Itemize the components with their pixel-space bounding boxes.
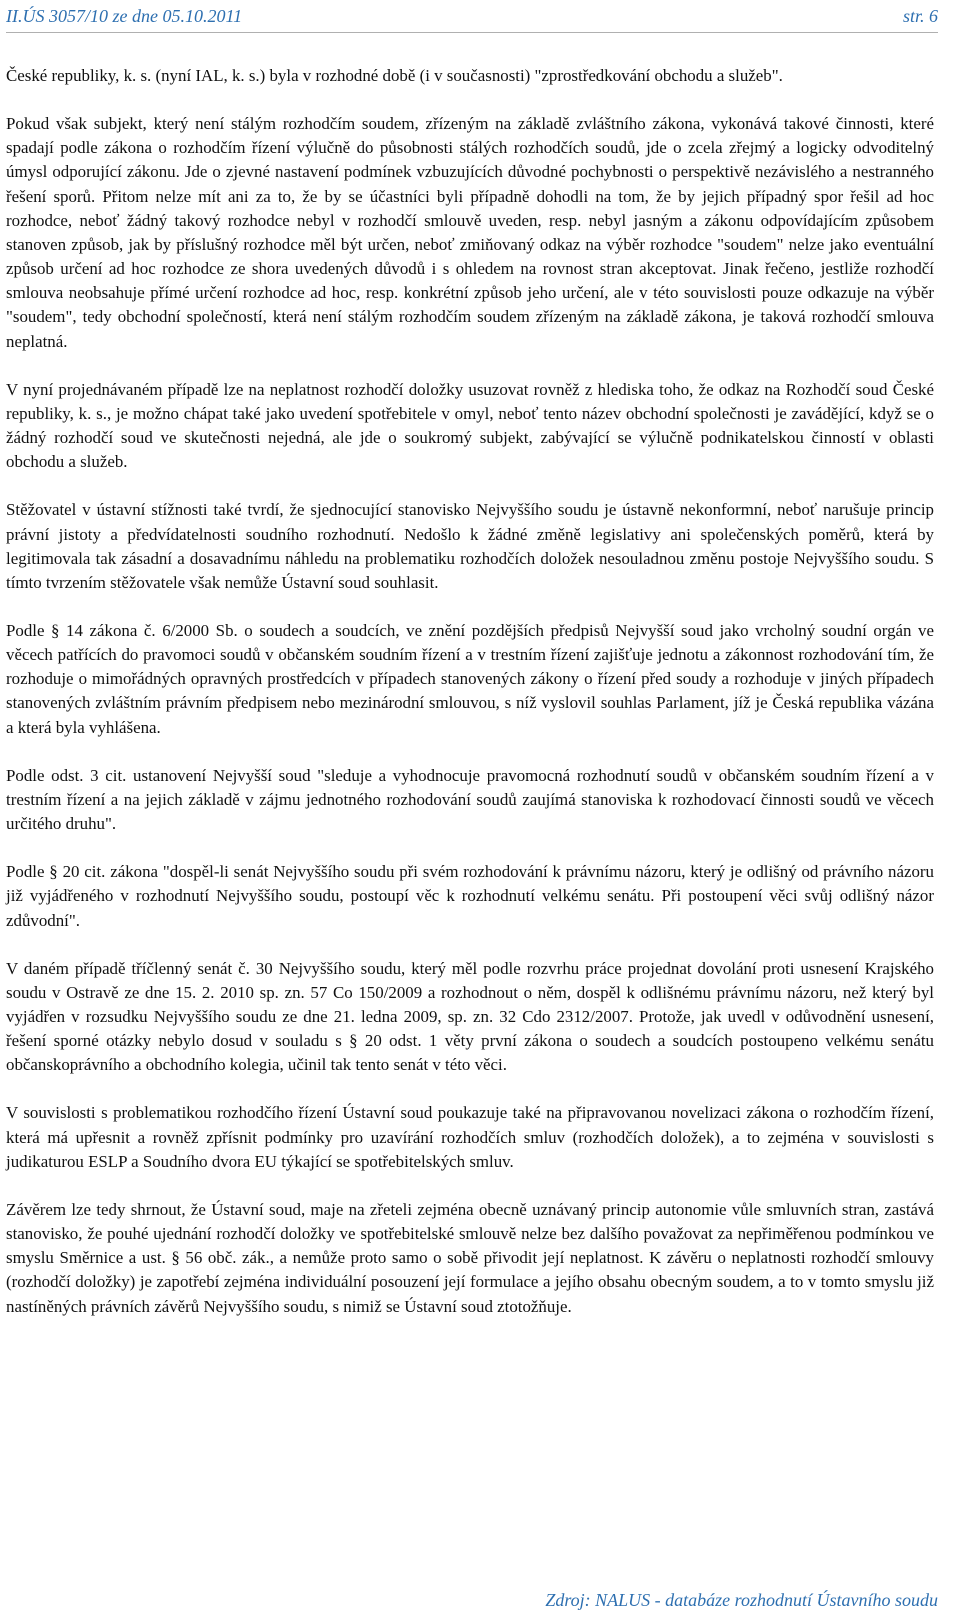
paragraph: Podle § 14 zákona č. 6/2000 Sb. o soudech a soudcích, ve znění pozdějších předpisů Nejvyšší soud jako vrcholný soudní orgán ve věcech patřících do pravomoci soudů v občanském soudním řízení a v trestním řízení zajišťuje jednotu a zákonnost rozhodování tím, že rozhoduje o mimořádných opravných prostředcích v případech stanovených zákony o řízení před soudy a rozhoduje v jiných případech stanovených zvláštním právním předpisem nebo mezinárodní smlouvou, s níž vyslovil souhlas Parlament, jíž je Česká republika vázána a která byla vyhlášena. <box>6 620 934 737</box>
paragraph: Pokud však subjekt, který není stálým rozhodčím soudem, zřízeným na základě zvláštního zákona, vykonává takové činnosti, které spadají podle zákona o rozhodčím řízení výlučně do působnosti stálých rozhodčích soudů, jde o zcela zřejmý a logicky odvoditelný úmysl odporující zákonu. Jde o zjevné nastavení podmínek vzbuzujících důvodné pochybnosti o perspektivě nezávislého a nestranného řešení sporů. Přitom nelze mít ani za to, že by se účastníci byli případně dohodli na tom, že by jejich případný spor řešil ad hoc rozhodce, neboť žádný takový rozhodce nebyl v rozhodčí smlouvě uveden, resp. nebyl jasným a zákonu odpovídajícím způsobem stanoven způsob, jak by příslušný rozhodce měl být určen, neboť zmiňovaný odkaz na výběr rozhodce "soudem" nelze jako eventuální způsob určení ad hoc rozhodce ze shora uvedených důvodů i s ohledem na rovnost stran akceptovat. Jinak řečeno, jestliže rozhodčí smlouva neobsahuje přímé určení rozhodce ad hoc, resp. konkrétní způsob jeho určení, ale v této souvislosti pouze odkazuje na výběr "soudem", tedy obchodní společností, která není stálým rozhodčím soudem zřízeným na základě zákona, je taková rozhodčí smlouva neplatná. <box>6 114 934 351</box>
paragraph: Stěžovatel v ústavní stížnosti také tvrdí, že sjednocující stanovisko Nejvyššího soudu je ústavně nekonformní, neboť narušuje princip právní jistoty a předvídatelnosti soudního rozhodnutí. Nedošlo k žádné změně legislativy ani společenských poměrů, která by legitimovala tak zásadní a dosavadnímu náhledu na problematiku rozhodčích doložek nesouladnou změnu postoje Nejvyššího soudu. S tímto tvrzením stěžovatele však nemůže Ústavní soud souhlasit. <box>6 500 934 592</box>
page-footer-source: Zdroj: NALUS - databáze rozhodnutí Ústavního soudu <box>545 1590 938 1610</box>
paragraph: Podle odst. 3 cit. ustanovení Nejvyšší soud "sleduje a vyhodnocuje pravomocná rozhodnutí soudů v občanském soudním řízení a v trestním řízení a na jejich základě v zájmu jednotného rozhodování soudů zaujímá stanoviska k rozhodovací činnosti soudů ve věcech určitého druhu". <box>6 765 934 834</box>
paragraph: V nyní projednávaném případě lze na neplatnost rozhodčí doložky usuzovat rovněž z hlediska toho, že odkaz na Rozhodčí soud České republiky, k. s., je možno chápat také jako uvedení spotřebitele v omyl, neboť tento název obchodní společnosti je zavádějící, když se o žádný rozhodčí soud ve skutečnosti nejedná, ale jde o soukromý subjekt, zabývající se výlučně podnikatelskou činností v oblasti obchodu a služeb. <box>6 379 934 472</box>
page-header <box>6 4 938 33</box>
paragraph: V daném případě tříčlenný senát č. 30 Nejvyššího soudu, který měl podle rozvrhu práce projednat dovolání proti usnesení Krajského soudu v Ostravě ze dne 15. 2. 2010 sp. zn. 57 Co 150/2009 a rozhodnout o něm, dospěl k odlišnému právnímu názoru, než který byl vyjádřen v rozsudku Nejvyššího soudu ze dne 21. ledna 2009, sp. zn. 32 Cdo 2312/2007. Protože, jak uvedl v odůvodnění usnesení, řešení sporné otázky nebylo dosud v souladu s § 20 odst. 1 věty první zákona o soudech a soudcích postoupeno velkému senátu občanskoprávního a obchodního kolegia, učinil tak tento senát v této věci. <box>6 958 934 1075</box>
paragraph: České republiky, k. s. (nyní IAL, k. s.) byla v rozhodné době (i v současnosti) "zprostředkování obchodu a služeb". <box>6 66 783 85</box>
paragraph: Závěrem lze tedy shrnout, že Ústavní soud, maje na zřeteli zejména obecně uznávaný princip autonomie vůle smluvních stran, zastává stanovisko, že pouhé ujednání rozhodčí doložky ve spotřebitelské smlouvě nelze bez dalšího považovat za nepřiměřenou podmínkou ve smyslu Směrnice a ust. § 56 obč. zák., a nemůže proto samo o sobě přivodit její neplatnost. K závěru o neplatnosti rozhodčí smlouvy (rozhodčí doložky) je zapotřebí zejména individuální posouzení její formulace a jejího obsahu obecným soudem, a to v tomto smyslu již nastíněných právních závěrů Nejvyššího soudu, s nimiž se Ústavní soud ztotožňuje. <box>6 1199 934 1316</box>
page-number: str. 6 <box>902 6 938 26</box>
paragraph: V souvislosti s problematikou rozhodčího řízení Ústavní soud poukazuje také na připravovanou novelizaci zákona o rozhodčím řízení, která má upřesnit a rovněž zpřísnit podmínky pro uzavírání rozhodčích smluv (rozhodčích doložek), a to zejména v souvislosti s judikaturou ESLP a Soudního dvora EU týkající se spotřebitelských smluv. <box>6 1103 934 1171</box>
paragraph: Podle § 20 cit. zákona "dospěl-li senát Nejvyššího soudu při svém rozhodování k právnímu názoru, který je odlišný od právního názoru již vyjádřeného v rozhodnutí Nejvyššího soudu, postoupí věc k rozhodnutí velkému senátu. Při postoupení věci svůj odlišný názor zdůvodní". <box>6 862 934 930</box>
case-reference: II.ÚS 3057/10 ze dne 05.10.2011 <box>6 6 243 26</box>
document-body <box>6 64 934 1343</box>
